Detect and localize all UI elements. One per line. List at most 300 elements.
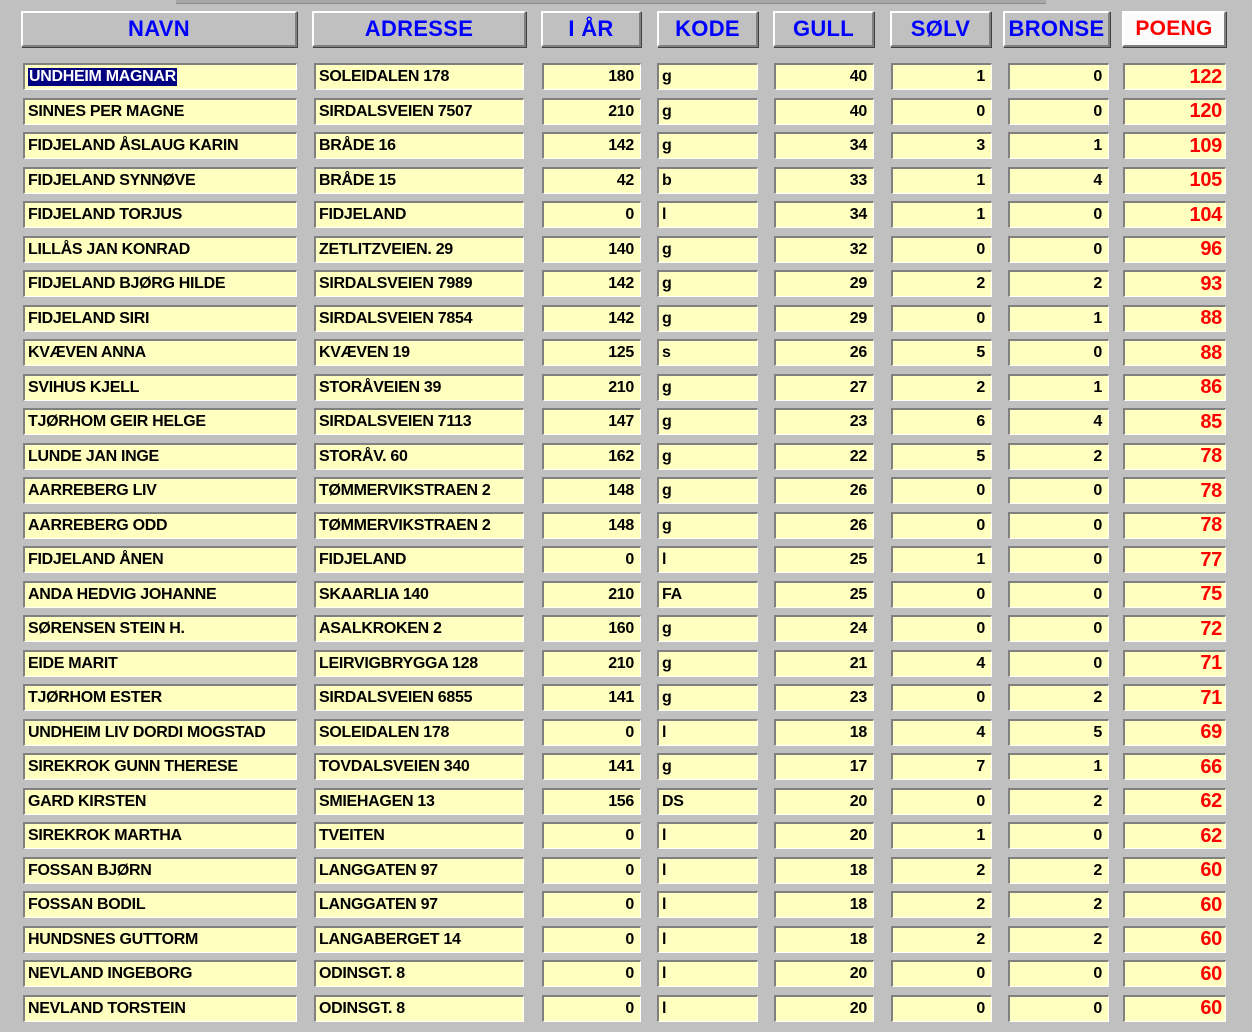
bronse-field[interactable]: [1008, 374, 1109, 401]
adresse-field[interactable]: [314, 477, 524, 504]
bronse-field[interactable]: [1008, 753, 1109, 780]
adresse-field[interactable]: [314, 788, 524, 815]
header-adresse-button[interactable]: ADRESSE: [312, 11, 526, 47]
solv-field[interactable]: [891, 615, 992, 642]
kode-value: g: [662, 413, 672, 430]
solv-field[interactable]: [891, 443, 992, 470]
poeng-field[interactable]: [1123, 753, 1226, 780]
iar-field[interactable]: [542, 581, 641, 608]
kode-field[interactable]: [657, 822, 758, 849]
gull-field[interactable]: [774, 236, 874, 263]
adresse-value: FIDJELAND: [319, 551, 407, 568]
solv-field[interactable]: [891, 339, 992, 366]
navn-value: HUNDSNES GUTTORM: [28, 930, 199, 948]
poeng-field[interactable]: [1123, 63, 1226, 90]
navn-field[interactable]: [23, 788, 297, 815]
gull-field[interactable]: [774, 132, 874, 159]
navn-value: LUNDE JAN INGE: [28, 447, 159, 465]
iar-field[interactable]: [542, 477, 641, 504]
navn-field[interactable]: [23, 891, 297, 918]
solv-field[interactable]: [891, 926, 992, 953]
bronse-field[interactable]: [1008, 201, 1109, 228]
gull-field[interactable]: [774, 408, 874, 435]
adresse-field[interactable]: [314, 305, 524, 332]
iar-field[interactable]: [542, 443, 641, 470]
poeng-field[interactable]: [1123, 374, 1226, 401]
kode-field[interactable]: [657, 581, 758, 608]
navn-field[interactable]: [23, 960, 297, 987]
poeng-field[interactable]: [1123, 236, 1226, 263]
solv-field[interactable]: [891, 305, 992, 332]
bronse-field[interactable]: [1008, 63, 1109, 90]
bronse-value: 2: [1093, 861, 1102, 879]
solv-value: 0: [976, 102, 985, 120]
adresse-field[interactable]: [314, 167, 524, 194]
adresse-field[interactable]: [314, 374, 524, 401]
table-row: [0, 374, 1252, 401]
iar-field[interactable]: [542, 753, 641, 780]
iar-field[interactable]: [542, 63, 641, 90]
kode-field[interactable]: [657, 270, 758, 297]
adresse-field[interactable]: [314, 684, 524, 711]
iar-field[interactable]: [542, 132, 641, 159]
navn-field[interactable]: [23, 63, 297, 90]
poeng-field[interactable]: [1123, 926, 1226, 953]
table-row: [0, 753, 1252, 780]
poeng-field[interactable]: [1123, 167, 1226, 194]
adresse-field[interactable]: [314, 236, 524, 263]
kode-field[interactable]: [657, 615, 758, 642]
bronse-field[interactable]: [1008, 98, 1109, 125]
kode-value: l: [662, 930, 667, 948]
poeng-field[interactable]: [1123, 891, 1226, 918]
adresse-value: LANGGATEN 97: [319, 896, 438, 913]
solv-field[interactable]: [891, 753, 992, 780]
bronse-field[interactable]: [1008, 546, 1109, 573]
iar-field[interactable]: [542, 201, 641, 228]
bronse-field[interactable]: [1008, 132, 1109, 159]
bronse-field[interactable]: [1008, 581, 1109, 608]
poeng-value: 96: [1200, 238, 1222, 260]
solv-value: 5: [976, 447, 985, 465]
iar-value: 42: [616, 171, 634, 189]
top-scroll-edge: [176, 0, 1046, 4]
kode-field[interactable]: [657, 650, 758, 677]
kode-field[interactable]: [657, 132, 758, 159]
kode-field[interactable]: [657, 339, 758, 366]
navn-field[interactable]: [23, 236, 297, 263]
iar-field[interactable]: [542, 408, 641, 435]
bronse-field[interactable]: [1008, 684, 1109, 711]
bronse-field[interactable]: [1008, 512, 1109, 539]
iar-field[interactable]: [542, 167, 641, 194]
gull-field[interactable]: [774, 926, 874, 953]
adresse-value: ODINSGT. 8: [319, 965, 405, 982]
table-row: [0, 305, 1252, 332]
gull-field[interactable]: [774, 339, 874, 366]
gull-field[interactable]: [774, 581, 874, 608]
adresse-field[interactable]: [314, 270, 524, 297]
iar-field[interactable]: [542, 788, 641, 815]
adresse-field[interactable]: [314, 926, 524, 953]
adresse-value: SKAARLIA 140: [319, 585, 429, 603]
header-kode-button[interactable]: KODE: [657, 11, 758, 47]
solv-field[interactable]: [891, 960, 992, 987]
bronse-field[interactable]: [1008, 960, 1109, 987]
table-row: [0, 995, 1252, 1022]
bronse-field[interactable]: [1008, 305, 1109, 332]
navn-field[interactable]: [23, 753, 297, 780]
bronse-value: 0: [1093, 516, 1102, 534]
iar-field[interactable]: [542, 891, 641, 918]
kode-field[interactable]: [657, 788, 758, 815]
iar-field[interactable]: [542, 546, 641, 573]
adresse-field[interactable]: [314, 960, 524, 987]
header-iar-button[interactable]: I ÅR: [541, 11, 641, 47]
bronse-field[interactable]: [1008, 788, 1109, 815]
bronse-field[interactable]: [1008, 408, 1109, 435]
gull-field[interactable]: [774, 822, 874, 849]
gull-field[interactable]: [774, 305, 874, 332]
solv-value: 2: [976, 930, 985, 948]
bronse-value: 1: [1093, 137, 1102, 154]
solv-field[interactable]: [891, 995, 992, 1022]
iar-field[interactable]: [542, 995, 641, 1022]
kode-field[interactable]: [657, 63, 758, 90]
solv-field[interactable]: [891, 891, 992, 918]
gull-field[interactable]: [774, 270, 874, 297]
gull-field[interactable]: [774, 615, 874, 642]
navn-field[interactable]: [23, 339, 297, 366]
kode-field[interactable]: [657, 98, 758, 125]
bronse-value: 1: [1093, 378, 1102, 396]
bronse-value: 1: [1093, 309, 1102, 327]
bronse-field[interactable]: [1008, 443, 1109, 470]
adresse-value: BRÅDE 15: [319, 171, 396, 189]
solv-value: 3: [976, 137, 985, 154]
solv-field[interactable]: [891, 132, 992, 159]
bronse-field[interactable]: [1008, 339, 1109, 366]
solv-field[interactable]: [891, 201, 992, 228]
navn-field[interactable]: [23, 305, 297, 332]
adresse-field[interactable]: [314, 719, 524, 746]
adresse-field[interactable]: [314, 581, 524, 608]
bronse-field[interactable]: [1008, 891, 1109, 918]
navn-value: SØRENSEN STEIN H.: [28, 620, 185, 637]
solv-field[interactable]: [891, 236, 992, 263]
table-row: [0, 408, 1252, 435]
gull-field[interactable]: [774, 857, 874, 884]
iar-field[interactable]: [542, 650, 641, 677]
header-solv-button[interactable]: SØLV: [890, 11, 991, 47]
kode-field[interactable]: [657, 374, 758, 401]
poeng-field[interactable]: [1123, 650, 1226, 677]
poeng-field[interactable]: [1123, 443, 1226, 470]
bronse-value: 5: [1093, 723, 1102, 741]
adresse-field[interactable]: [314, 98, 524, 125]
kode-field[interactable]: [657, 960, 758, 987]
adresse-field[interactable]: [314, 650, 524, 677]
adresse-field[interactable]: [314, 132, 524, 159]
navn-field[interactable]: [23, 822, 297, 849]
iar-field[interactable]: [542, 236, 641, 263]
solv-field[interactable]: [891, 857, 992, 884]
gull-field[interactable]: [774, 443, 874, 470]
bronse-field[interactable]: [1008, 270, 1109, 297]
bronse-field[interactable]: [1008, 719, 1109, 746]
navn-field[interactable]: [23, 270, 297, 297]
bronse-field[interactable]: [1008, 822, 1109, 849]
poeng-field[interactable]: [1123, 822, 1226, 849]
poeng-field[interactable]: [1123, 581, 1226, 608]
kode-field[interactable]: [657, 684, 758, 711]
solv-field[interactable]: [891, 581, 992, 608]
poeng-field[interactable]: [1123, 339, 1226, 366]
gull-field[interactable]: [774, 98, 874, 125]
kode-value: g: [662, 447, 672, 465]
iar-field[interactable]: [542, 339, 641, 366]
iar-field[interactable]: [542, 857, 641, 884]
header-bronse-button[interactable]: BRONSE: [1003, 11, 1110, 47]
poeng-field[interactable]: [1123, 615, 1226, 642]
navn-value: LILLÅS JAN KONRAD: [28, 240, 191, 258]
adresse-field[interactable]: [314, 822, 524, 849]
iar-field[interactable]: [542, 960, 641, 987]
gull-field[interactable]: [774, 374, 874, 401]
iar-field[interactable]: [542, 270, 641, 297]
adresse-value: TØMMERVIKSTRAEN 2: [319, 482, 491, 499]
navn-value: SVIHUS KJELL: [28, 378, 140, 396]
solv-field[interactable]: [891, 822, 992, 849]
poeng-field[interactable]: [1123, 132, 1226, 159]
gull-field[interactable]: [774, 753, 874, 780]
solv-field[interactable]: [891, 374, 992, 401]
navn-field[interactable]: [23, 408, 297, 435]
poeng-field[interactable]: [1123, 201, 1226, 228]
solv-field[interactable]: [891, 684, 992, 711]
table-row: [0, 684, 1252, 711]
solv-field[interactable]: [891, 98, 992, 125]
poeng-field[interactable]: [1123, 960, 1226, 987]
navn-value: FIDJELAND ÅSLAUG KARIN: [28, 137, 239, 154]
iar-value: 210: [608, 585, 634, 603]
solv-field[interactable]: [891, 408, 992, 435]
gull-field[interactable]: [774, 719, 874, 746]
kode-field[interactable]: [657, 857, 758, 884]
navn-field[interactable]: [23, 857, 297, 884]
gull-field[interactable]: [774, 684, 874, 711]
navn-field[interactable]: [23, 512, 297, 539]
poeng-field[interactable]: [1123, 788, 1226, 815]
bronse-field[interactable]: [1008, 477, 1109, 504]
navn-field[interactable]: [23, 581, 297, 608]
gull-field[interactable]: [774, 201, 874, 228]
gull-field[interactable]: [774, 788, 874, 815]
iar-field[interactable]: [542, 684, 641, 711]
kode-field[interactable]: [657, 512, 758, 539]
solv-field[interactable]: [891, 63, 992, 90]
poeng-field[interactable]: [1123, 546, 1226, 573]
navn-value: UNDHEIM MAGNAR: [29, 68, 176, 85]
adresse-value: LANGGATEN 97: [319, 861, 438, 879]
gull-field[interactable]: [774, 512, 874, 539]
bronse-field[interactable]: [1008, 857, 1109, 884]
iar-field[interactable]: [542, 98, 641, 125]
iar-value: 156: [608, 792, 634, 810]
gull-value: 24: [849, 620, 867, 637]
kode-field[interactable]: [657, 236, 758, 263]
navn-field[interactable]: [23, 650, 297, 677]
navn-field[interactable]: [23, 98, 297, 125]
iar-field[interactable]: [542, 305, 641, 332]
solv-field[interactable]: [891, 167, 992, 194]
poeng-field[interactable]: [1123, 408, 1226, 435]
kode-field[interactable]: [657, 201, 758, 228]
gull-field[interactable]: [774, 477, 874, 504]
gull-field[interactable]: [774, 63, 874, 90]
kode-field[interactable]: [657, 995, 758, 1022]
adresse-field[interactable]: [314, 408, 524, 435]
kode-field[interactable]: [657, 719, 758, 746]
table-row: [0, 615, 1252, 642]
header-gull-button[interactable]: GULL: [773, 11, 874, 47]
bronse-field[interactable]: [1008, 615, 1109, 642]
adresse-field[interactable]: [314, 891, 524, 918]
gull-field[interactable]: [774, 960, 874, 987]
solv-field[interactable]: [891, 270, 992, 297]
kode-value: DS: [662, 792, 684, 810]
kode-field[interactable]: [657, 891, 758, 918]
solv-value: 6: [976, 413, 985, 430]
gull-value: 18: [849, 861, 867, 879]
solv-field[interactable]: [891, 512, 992, 539]
poeng-field[interactable]: [1123, 305, 1226, 332]
gull-field[interactable]: [774, 650, 874, 677]
solv-field[interactable]: [891, 650, 992, 677]
navn-value: FIDJELAND SIRI: [28, 309, 150, 327]
navn-field[interactable]: [23, 167, 297, 194]
solv-field[interactable]: [891, 719, 992, 746]
navn-value: TJØRHOM ESTER: [28, 689, 162, 706]
poeng-field[interactable]: [1123, 270, 1226, 297]
gull-field[interactable]: [774, 995, 874, 1022]
bronse-value: 0: [1093, 620, 1102, 637]
kode-value: l: [662, 999, 667, 1017]
poeng-value: 60: [1200, 997, 1222, 1019]
solv-field[interactable]: [891, 788, 992, 815]
navn-field[interactable]: [23, 684, 297, 711]
iar-value: 210: [608, 654, 634, 672]
iar-field[interactable]: [542, 926, 641, 953]
navn-value: SIREKROK MARTHA: [28, 827, 182, 844]
navn-value: FIDJELAND TORJUS: [28, 206, 183, 223]
poeng-value: 72: [1200, 617, 1222, 640]
adresse-field[interactable]: [314, 546, 524, 573]
adresse-value: ASALKROKEN 2: [319, 620, 442, 637]
bronse-field[interactable]: [1008, 650, 1109, 677]
table-row: [0, 236, 1252, 263]
navn-value: FOSSAN BODIL: [28, 896, 146, 913]
iar-field[interactable]: [542, 512, 641, 539]
poeng-field[interactable]: [1123, 512, 1226, 539]
poeng-field[interactable]: [1123, 684, 1226, 711]
solv-field[interactable]: [891, 546, 992, 573]
adresse-field[interactable]: [314, 339, 524, 366]
navn-field[interactable]: [23, 719, 297, 746]
gull-value: 34: [849, 137, 867, 154]
kode-value: g: [662, 102, 672, 120]
kode-field[interactable]: [657, 546, 758, 573]
navn-field[interactable]: [23, 546, 297, 573]
iar-field[interactable]: [542, 615, 641, 642]
table-row: [0, 63, 1252, 90]
kode-field[interactable]: [657, 753, 758, 780]
gull-field[interactable]: [774, 546, 874, 573]
bronse-field[interactable]: [1008, 236, 1109, 263]
navn-field[interactable]: [23, 201, 297, 228]
kode-field[interactable]: [657, 443, 758, 470]
iar-field[interactable]: [542, 719, 641, 746]
iar-field[interactable]: [542, 822, 641, 849]
iar-value: 148: [608, 482, 634, 499]
solv-field[interactable]: [891, 477, 992, 504]
navn-value: NEVLAND INGEBORG: [28, 965, 193, 982]
gull-field[interactable]: [774, 167, 874, 194]
navn-field[interactable]: [23, 995, 297, 1022]
kode-field[interactable]: [657, 408, 758, 435]
navn-field[interactable]: [23, 926, 297, 953]
poeng-field[interactable]: [1123, 719, 1226, 746]
adresse-field[interactable]: [314, 512, 524, 539]
bronse-field[interactable]: [1008, 167, 1109, 194]
bronse-value: 0: [1093, 68, 1102, 85]
adresse-field[interactable]: [314, 857, 524, 884]
adresse-field[interactable]: [314, 615, 524, 642]
adresse-value: SIRDALSVEIEN 7989: [319, 275, 473, 292]
poeng-field[interactable]: [1123, 477, 1226, 504]
adresse-field[interactable]: [314, 995, 524, 1022]
navn-field[interactable]: [23, 374, 297, 401]
kode-field[interactable]: [657, 926, 758, 953]
adresse-field[interactable]: [314, 201, 524, 228]
navn-field[interactable]: [23, 477, 297, 504]
kode-field[interactable]: [657, 167, 758, 194]
header-navn-button[interactable]: NAVN: [21, 11, 297, 47]
bronse-field[interactable]: [1008, 926, 1109, 953]
adresse-field[interactable]: [314, 63, 524, 90]
gull-field[interactable]: [774, 891, 874, 918]
poeng-field[interactable]: [1123, 857, 1226, 884]
navn-value: SINNES PER MAGNE: [28, 102, 185, 120]
navn-field[interactable]: [23, 615, 297, 642]
adresse-field[interactable]: [314, 443, 524, 470]
bronse-field[interactable]: [1008, 995, 1109, 1022]
navn-value: EIDE MARIT: [28, 654, 118, 672]
navn-value: FIDJELAND BJØRG HILDE: [28, 275, 226, 292]
iar-value: 0: [625, 206, 634, 223]
iar-field[interactable]: [542, 374, 641, 401]
solv-value: 0: [976, 482, 985, 499]
kode-field[interactable]: [657, 305, 758, 332]
poeng-field[interactable]: [1123, 995, 1226, 1022]
header-poeng-button[interactable]: POENG: [1122, 11, 1226, 47]
kode-field[interactable]: [657, 477, 758, 504]
kode-value: b: [662, 171, 672, 189]
navn-field[interactable]: [23, 132, 297, 159]
adresse-field[interactable]: [314, 753, 524, 780]
poeng-field[interactable]: [1123, 98, 1226, 125]
navn-field[interactable]: [23, 443, 297, 470]
